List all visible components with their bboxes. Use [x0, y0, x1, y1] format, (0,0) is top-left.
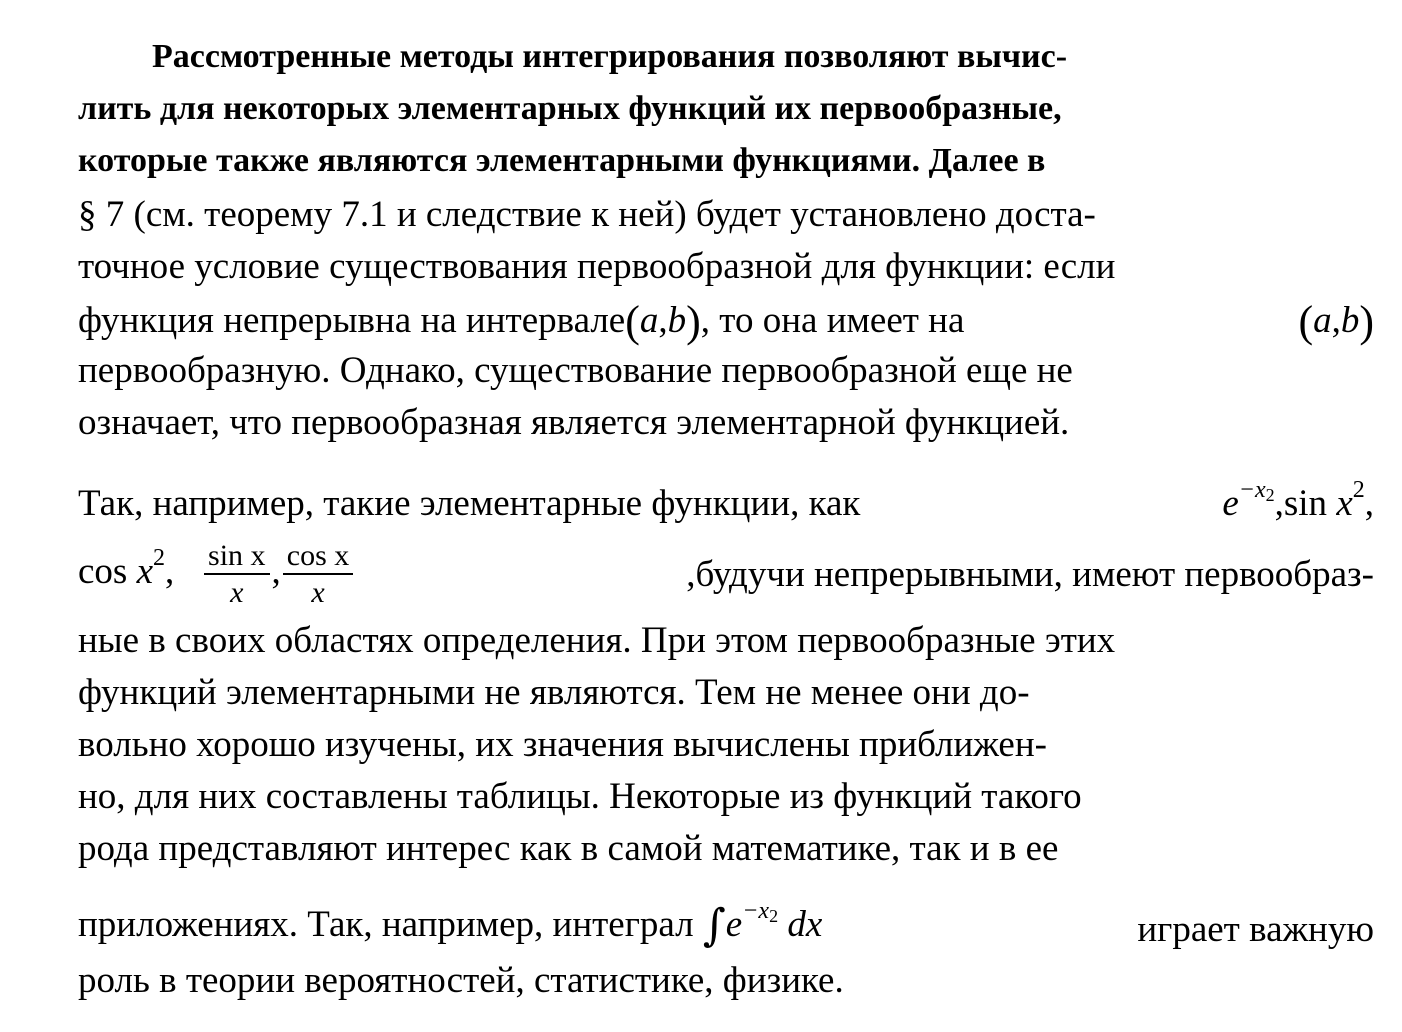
var-x: x — [136, 550, 154, 592]
square: 2 — [153, 544, 166, 571]
formula-gauss-integral — [702, 898, 823, 951]
differential-dx: dx — [787, 904, 823, 945]
paragraph-line-10 — [78, 533, 1374, 615]
text-line-8: означает, что первообразная является элементарной функцией. — [78, 402, 1070, 443]
text-line-6b: , то она имеет на — [700, 300, 965, 341]
cos-function: cos — [78, 550, 128, 592]
var-x: x — [1336, 483, 1353, 524]
interval-ab-1 — [625, 297, 701, 346]
paragraph-line-2 — [78, 92, 1374, 137]
text-line-15: рода представляют интерес как в самой математике, так и в ее — [78, 828, 1059, 869]
square: 2 — [1352, 477, 1365, 503]
paren-close: ) — [1359, 297, 1374, 346]
text-line-12: функций элементарными не являются. Тем не менее они до- — [78, 672, 1030, 713]
text-line-2: лить для некоторых элементарных функций их первообразные, — [78, 90, 1062, 127]
paren-open: ( — [625, 297, 640, 346]
paragraph-line-3 — [78, 144, 1374, 189]
text-line-11: ные в своих областях определения. При этом первообразные этих — [78, 620, 1116, 661]
text-line-16a: приложениях. Так, например, интеграл — [78, 904, 694, 945]
exp-power-square: 2 — [1265, 485, 1275, 505]
text-line-5: точное условие существования первообразной для функции: если — [78, 246, 1116, 287]
fraction-sinx-over-x — [204, 540, 270, 609]
paragraph-line-4 — [78, 196, 1374, 241]
paragraph-line-11 — [78, 622, 1374, 667]
text-line-16 — [78, 898, 823, 951]
text-line-13: вольно хорошо изучены, их значения вычислены приближен- — [78, 724, 1047, 765]
paragraph-line-15 — [78, 830, 1374, 875]
text-line-1: Рассмотренные методы интегрирования позволяют вычис- — [152, 38, 1068, 75]
text-line-6 — [78, 297, 965, 346]
sin-function: sin — [1283, 483, 1328, 524]
var-b: b — [1340, 300, 1360, 341]
comma: , — [658, 300, 668, 341]
exp-power-square: 2 — [769, 906, 779, 926]
paragraph-line-12 — [78, 674, 1374, 719]
paragraph-line-8 — [78, 404, 1374, 449]
text-line-16b: играет важную — [1137, 909, 1374, 950]
text-line-10: ,будучи непрерывными, имеют первообраз- — [686, 553, 1374, 595]
fraction-numerator: sin x — [204, 540, 270, 576]
document-page — [78, 40, 1374, 1014]
comma: , — [1331, 300, 1341, 341]
fraction-numerator: cos x — [283, 540, 354, 576]
text-line-6a: функция непрерывна на интервале — [78, 300, 626, 341]
comma: , — [1274, 483, 1284, 524]
exp-power: −x — [1238, 477, 1266, 503]
paren-close: ) — [686, 297, 701, 346]
fraction-denominator: x — [230, 576, 244, 609]
paragraph-line-14 — [78, 778, 1374, 823]
paragraph-line-17 — [78, 962, 1374, 1007]
paragraph-line-16 — [78, 882, 1374, 952]
interval-ab-2 — [1298, 297, 1374, 346]
comma: , — [271, 550, 281, 592]
formula-exp-sin — [1222, 478, 1374, 522]
paren-open: ( — [1298, 297, 1314, 346]
var-a: a — [639, 300, 659, 341]
comma: , — [1364, 483, 1374, 524]
exp-power: −x — [742, 898, 770, 924]
paragraph-line-6 — [78, 297, 1374, 346]
text-line-17: роль в теории вероятностей, статистике, физике. — [78, 960, 844, 1001]
paragraph-line-9 — [78, 456, 1374, 526]
paragraph-line-1 — [78, 40, 1374, 85]
var-a: a — [1313, 300, 1332, 341]
comma: , — [165, 550, 175, 592]
paragraph-line-7 — [78, 352, 1374, 397]
text-line-14: но, для них составлены таблицы. Некоторые из функций такого — [78, 776, 1082, 817]
exp-base: e — [1222, 483, 1239, 524]
text-line-9: Так, например, такие элементарные функции, как — [78, 483, 861, 524]
integral-sign: ∫ — [702, 900, 726, 951]
paragraph-line-5 — [78, 248, 1374, 293]
fraction-cosx-over-x — [283, 540, 354, 609]
text-line-3: которые также являются элементарными функциями. Далее в — [78, 142, 1046, 179]
text-line-7: первообразную. Однако, существование первообразной еще не — [78, 350, 1073, 391]
formula-cos-fracs — [78, 540, 355, 609]
exp-base: e — [725, 904, 743, 945]
var-b: b — [667, 300, 687, 341]
fraction-denominator: x — [311, 576, 325, 609]
paragraph-line-13 — [78, 726, 1374, 771]
text-line-4: § 7 (см. теорему 7.1 и следствие к ней) будет установлено доста- — [78, 194, 1096, 235]
